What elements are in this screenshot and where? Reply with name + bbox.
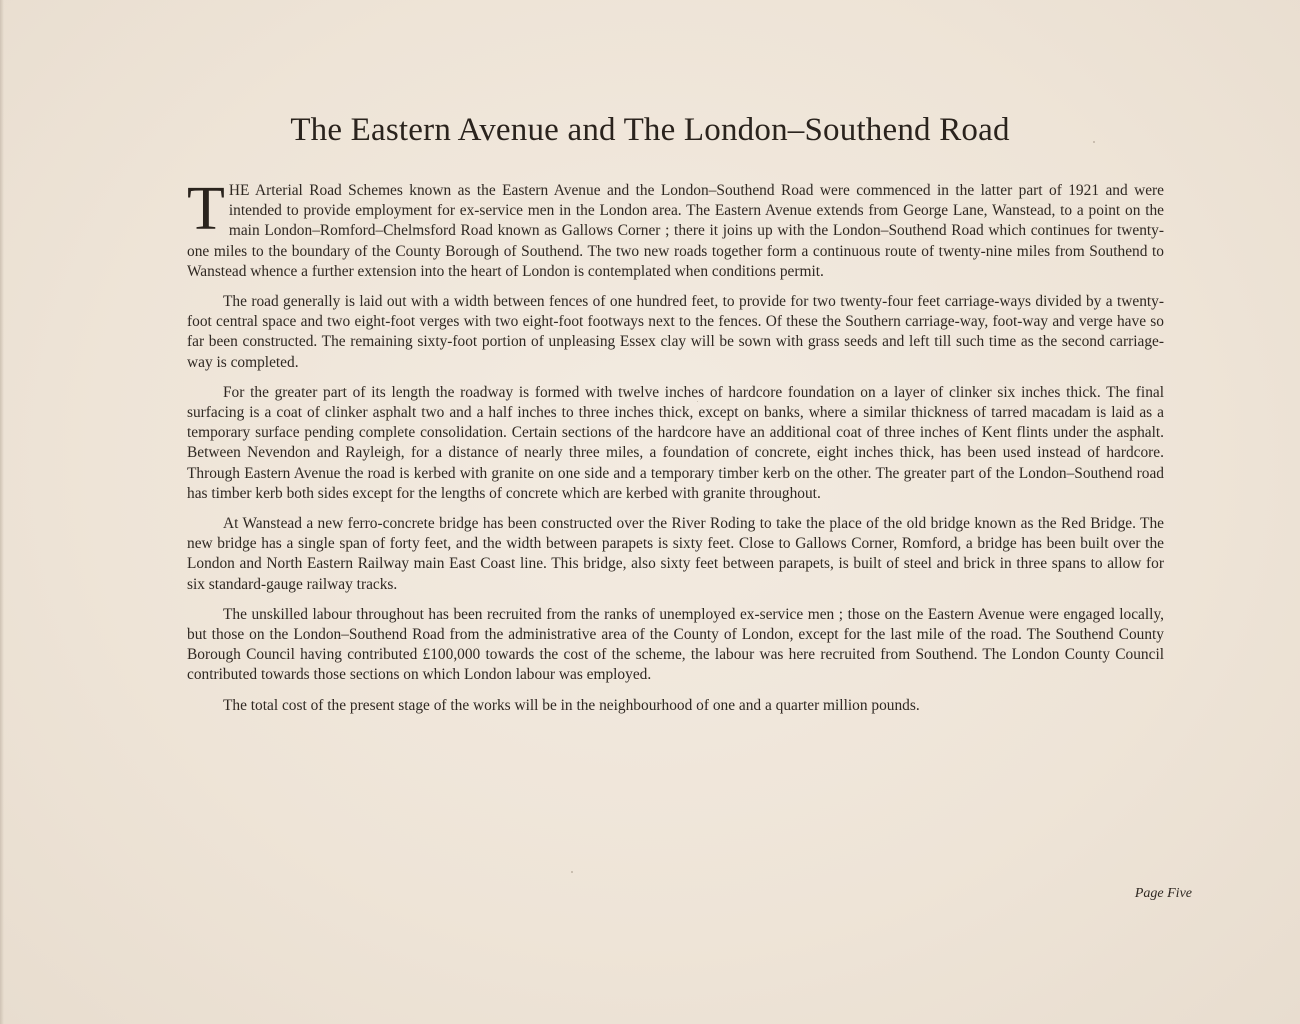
paragraph-1-text: HE Arterial Road Schemes known as the Eastern Avenue and the London–Southend Road were commenced in the latter part of 1921 and were intended to provide employment for ex-service men in the London area. The Eastern Avenue extends from George Lane, Wanstead, to a point on the main London–Romford–Chelmsford Road known as Gallows Corner ; there it joins up with the London–Southend Road which continues for twenty-one miles to the boundary of the County Borough of Southend. The two new roads together form a continuous route of twenty-nine miles from Southend to Wanstead whence a further extension into the heart of London is contemplated when conditions permit.: [187, 182, 1164, 280]
page-title: The Eastern Avenue and The London–Southend Road: [290, 112, 1010, 148]
page-binding-edge: [0, 0, 4, 1024]
drop-cap: T: [187, 175, 225, 243]
page-number: Page Five: [1134, 886, 1192, 901]
paragraph-1: [187, 175, 1164, 282]
paragraph-6: The total cost of the present stage of the works will be in the neighbourhood of one and a quarter million pounds.: [223, 696, 920, 714]
paper-speck: [1093, 141, 1095, 143]
paragraph-4: At Wanstead a new ferro-concrete bridge has been constructed over the River Roding to take the place of the old bridge known as the Red Bridge. The new bridge has a single span of forty feet, and the width between parapets is sixty feet. Close to Gallows Corner, Romford, a bridge has been built over the London and North Eastern Railway main East Coast line. This bridge, also sixty feet between parapets, is built of steel and brick in three spans to allow for six standard-gauge railway tracks.: [187, 515, 1164, 593]
paragraph-2: The road generally is laid out with a width between fences of one hundred feet, to provide for two twenty-four feet carriage-ways divided by a twenty-foot central space and two eight-foot verges with two eight-foot footways next to the fences. Of these the Southern carriage-way, foot-way and verge have so far been constructed. The remaining sixty-foot portion of unpleasing Essex clay will be sown with grass seeds and left till such time as the second carriage-way is completed.: [187, 293, 1164, 371]
article-body: [187, 175, 1164, 726]
paragraph-5: The unskilled labour throughout has been recruited from the ranks of unemployed ex-service men ; those on the Eastern Avenue were engaged locally, but those on the London–Southend Road from the administrative area of the County of London, except for the last mile of the road. The Southend County Borough Council having contributed £100,000 towards the cost of the scheme, the labour was here recruited from Southend. The London County Council contributed towards those sections on which London labour was employed.: [187, 605, 1164, 684]
paragraph-3: For the greater part of its length the roadway is formed with twelve inches of hardcore foundation on a layer of clinker six inches thick. The final surfacing is a coat of clinker asphalt two and a half inches to three inches thick, except on banks, where a similar thickness of tarred macadam is laid as a temporary surface pending complete consolidation. Certain sections of the hardcore have an additional coat of three inches of Kent flints under the asphalt. Between Nevendon and Rayleigh, for a distance of nearly three miles, a foundation of concrete, eight inches thick, has been used instead of hardcore. Through Eastern Avenue the road is kerbed with granite on one side and a temporary timber kerb on the other. The greater part of the London–Southend road has timber kerb both sides except for the lengths of concrete which are kerbed with granite throughout.: [187, 383, 1164, 502]
paper-speck: [697, 401, 698, 402]
paper-speck: [571, 871, 573, 873]
